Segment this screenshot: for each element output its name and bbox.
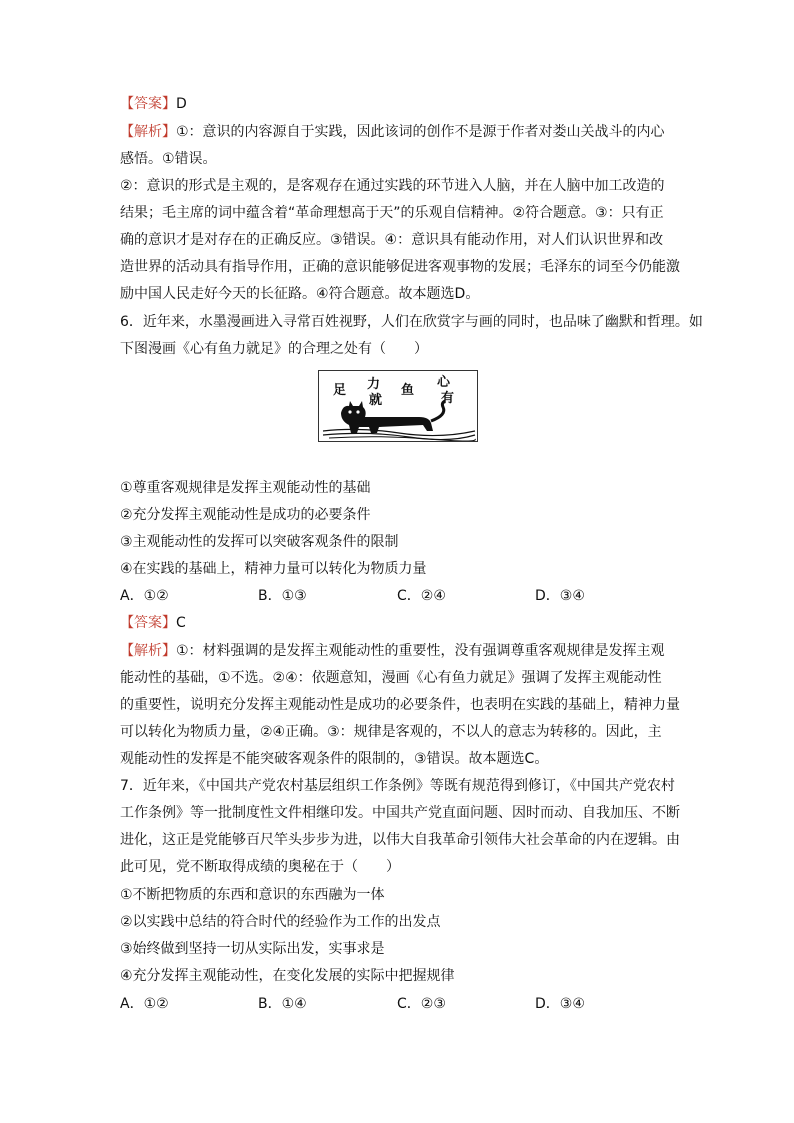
q6-analysis-line: 观能动性的发挥是不能突破客观条件的限制的，③错误。故本题选C。 — [120, 751, 549, 767]
q7-stem-line: 进化，这正是党能够百尺竿头步步为进，以伟大自我革命引领伟大社会革命的内在逻辑。由 — [120, 832, 680, 848]
cartoon-char: 足 — [333, 383, 347, 398]
q7-stem-line: 工作条例》等一批制度性文件相继印发。中国共产党直面问题、因时而动、自我加压、不断 — [120, 805, 680, 821]
q5-analysis-line: 结果；毛主席的词中蕴含着“革命理想高于天”的乐观自信精神。②符合题意。③：只有正 — [120, 205, 664, 221]
q6-analysis-line: 能动性的基础，①不选。②④：依题意知，漫画《心有鱼力就足》强调了发挥主观能动性 — [120, 670, 662, 686]
answer-value: C — [176, 615, 186, 631]
option-b: B．①④ — [258, 996, 307, 1012]
option-b: B．①③ — [258, 588, 307, 604]
analysis-tag: 【解析】 — [120, 643, 176, 659]
q7-statement: ④充分发挥主观能动性，在变化发展的实际中把握规律 — [120, 968, 455, 984]
q6-analysis-line: 【解析】①：材料强调的是发挥主观能动性的重要性，没有强调尊重客观规律是发挥主观 — [120, 643, 665, 659]
analysis-tag: 【解析】 — [120, 124, 176, 140]
answer-tag: 【答案】 — [120, 96, 176, 112]
cartoon-char: 鱼 — [401, 383, 415, 398]
q7-stem-line: 7．近年来，《中国共产党农村基层组织工作条例》等既有规范得到修订，《中国共产党农村 — [120, 778, 675, 794]
q5-analysis-line: 造世界的活动具有指导作用，正确的意识能够促进客观事物的发展；毛泽东的词至今仍能激 — [120, 259, 680, 275]
q5-answer — [120, 94, 680, 114]
option-a: A．①② — [120, 996, 169, 1012]
q6-analysis-line: 可以转化为物质力量，②④正确。③：规律是客观的，不以人的意志为转移的。因此，主 — [120, 724, 662, 740]
cartoon-char: 就 — [369, 393, 383, 408]
q7-stem-line: 此可见，党不断取得成绩的奥秘在于（ ） — [120, 859, 400, 875]
q6-options — [120, 586, 680, 606]
q6-stem-line: 下图漫画《心有鱼力就足》的合理之处有（ ） — [120, 341, 428, 357]
q7-statement: ①不断把物质的东西和意识的东西融为一体 — [120, 887, 385, 903]
q6-answer — [120, 613, 680, 633]
q6-analysis-line: 的重要性，说明充分发挥主观能动性是成功的必要条件，也表明在实践的基础上，精神力量 — [120, 697, 680, 713]
answer-value: D — [176, 96, 187, 112]
q6-statement: ④在实践的基础上，精神力量可以转化为物质力量 — [120, 561, 427, 577]
option-c: C．②④ — [397, 588, 446, 604]
cat-drawing — [319, 371, 477, 441]
q6-stem-line: 6．近年来，水墨漫画进入寻常百姓视野，人们在欣赏字与画的同时，也品味了幽默和哲理。如 — [120, 314, 703, 330]
cartoon-char: 力 — [367, 377, 381, 392]
q6-statement: ①尊重客观规律是发挥主观能动性的基础 — [120, 480, 371, 496]
q6-statement: ③主观能动性的发挥可以突破客观条件的限制 — [120, 534, 399, 550]
option-a: A．①② — [120, 588, 169, 604]
answer-tag: 【答案】 — [120, 615, 176, 631]
option-c: C．②③ — [397, 996, 446, 1012]
q7-statement: ②以实践中总结的符合时代的经验作为工作的出发点 — [120, 914, 441, 930]
q5-analysis-line: 励中国人民走好今天的长征路。④符合题意。故本题选D。 — [120, 286, 480, 302]
q5-analysis-line: 确的意识才是对存在的正确反应。③错误。④：意识具有能动作用，对人们认识世界和改 — [120, 232, 664, 248]
q5-analysis-line: 【解析】①：意识的内容源自于实践，因此该词的创作不是源于作者对娄山关战斗的内心 — [120, 124, 665, 140]
cartoon-char: 有 — [441, 391, 455, 406]
cartoon-char: 心 — [437, 375, 451, 390]
q7-statement: ③始终做到坚持一切从实际出发，实事求是 — [120, 941, 385, 957]
q5-analysis-line: ②：意识的形式是主观的，是客观存在通过实践的环节进入人脑，并在人脑中加工改造的 — [120, 178, 665, 194]
q5-analysis-line: 感悟。①错误。 — [120, 151, 217, 167]
q7-options — [120, 994, 680, 1014]
option-d: D．③④ — [535, 996, 585, 1012]
cartoon-image — [318, 370, 478, 442]
q6-statement: ②充分发挥主观能动性是成功的必要条件 — [120, 507, 371, 523]
option-d: D．③④ — [535, 588, 585, 604]
